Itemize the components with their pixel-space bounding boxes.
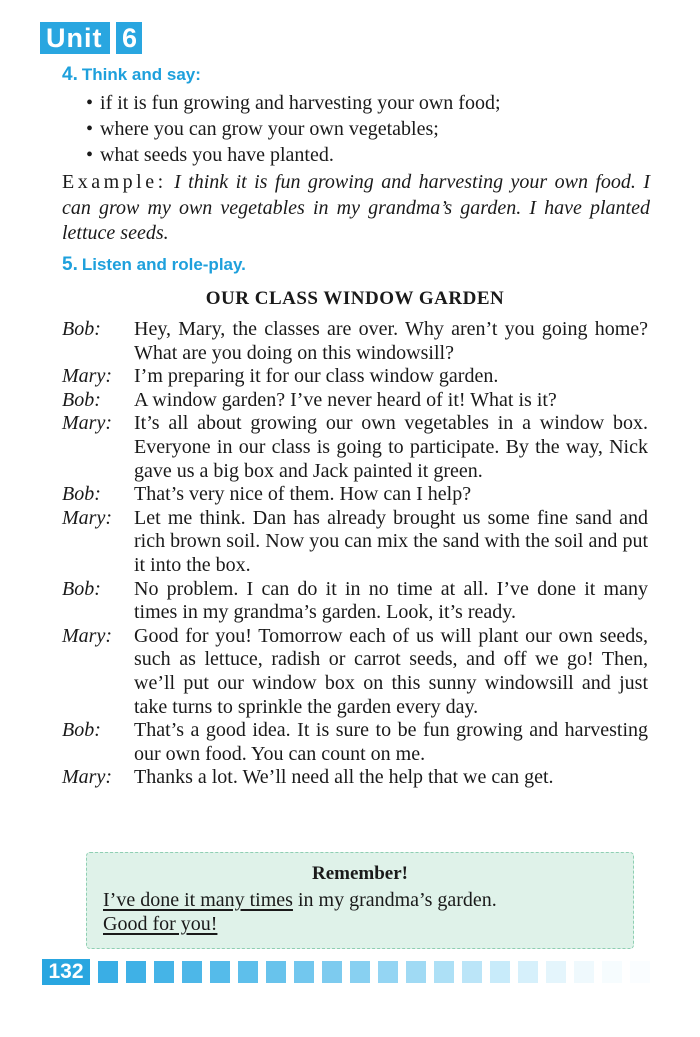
- dialogue-line: Thanks a lot. We’ll need all the help that we can get.: [134, 766, 554, 789]
- decor-square: [462, 961, 482, 983]
- unit-number: 6: [116, 22, 142, 54]
- bullet-item: • what seeds you have planted.: [86, 142, 501, 168]
- dialogue-row: [62, 766, 648, 790]
- unit-word: Unit: [46, 22, 103, 53]
- dialogue-row: [62, 365, 648, 389]
- decor-square: [126, 961, 146, 983]
- decor-square: [210, 961, 230, 983]
- dialogue-line: Let me think. Dan has already brought us some fine sand and rich brown soil. Now you can mix the sand with the soil and put it into the box.: [134, 506, 648, 576]
- speaker-name: Bob:: [62, 388, 101, 411]
- decor-square: [602, 961, 622, 983]
- speaker-name: Mary:: [62, 506, 112, 529]
- dialogue-line: A window garden? I’ve never heard of it! What is it?: [134, 388, 557, 411]
- dialogue-row: [62, 507, 648, 578]
- decor-square: [182, 961, 202, 983]
- speaker-name: Mary:: [62, 412, 112, 435]
- decor-square: [350, 961, 370, 983]
- dialogue-line: Hey, Mary, the classes are over. Why aren’t you going home? What are you doing on this windowsill?: [134, 318, 648, 364]
- task-4-bullet-list: [86, 90, 501, 168]
- decor-square: [490, 961, 510, 983]
- remember-underlined-phrase: Good for you!: [103, 913, 218, 935]
- decor-square: [574, 961, 594, 983]
- dialogue-line: I’m preparing it for our class window garden.: [134, 365, 499, 388]
- task-4-title: Think and say:: [81, 65, 201, 84]
- dialogue-row: [62, 483, 648, 507]
- remember-line-2: [103, 913, 217, 936]
- decor-square: [434, 961, 454, 983]
- decor-square: [546, 961, 566, 983]
- decor-square: [322, 961, 342, 983]
- speaker-name: Bob:: [62, 719, 101, 742]
- dialogue-line: It’s all about growing our own vegetables in a window box. Everyone in our class is going to participate. By the way, Nick gave us a big box and Jack painted it green.: [134, 412, 648, 482]
- unit-label-box: [40, 22, 110, 54]
- page-number: 132: [42, 959, 90, 985]
- speaker-name: Bob:: [62, 577, 101, 600]
- speaker-name: Bob:: [62, 318, 101, 340]
- dialogue-row: [62, 412, 648, 483]
- decor-square: [98, 961, 118, 983]
- decor-square: [154, 961, 174, 983]
- dialogue-row: [62, 625, 648, 719]
- example-label: Example:: [62, 171, 167, 193]
- dialogue-line: That’s very nice of them. How can I help?: [134, 483, 472, 506]
- dialogue-line: No problem. I can do it in no time at all. I’ve done it many times in my grandma’s garden. Look, it’s ready.: [134, 577, 648, 624]
- remember-underlined-phrase: I’ve done it many times: [103, 889, 293, 911]
- decor-square: [406, 961, 426, 983]
- dialogue-row: [62, 719, 648, 766]
- dialogue-line: That’s a good idea. It is sure to be fun growing and harvesting our own food. You can count on me.: [134, 719, 648, 765]
- decor-square: [378, 961, 398, 983]
- bullet-item: • where you can grow your own vegetables;: [86, 116, 501, 142]
- bullet-item: • if it is fun growing and harvesting your own food;: [86, 90, 501, 116]
- example-text: I think it is fun growing and harvesting your own food. I can grow my own vegetables in my grandma’s garden. I have planted lettuce seeds.: [62, 171, 651, 244]
- dialogue-row: [62, 578, 648, 625]
- decor-square: [630, 961, 650, 983]
- dialogue-row: [62, 318, 648, 365]
- dialogue-title: OUR CLASS WINDOW GARDEN: [205, 288, 505, 309]
- dialogue-line: Good for you! Tomorrow each of us will plant our own seeds, such as lettuce, radish or carrot seeds, and off we go! Then, we’ll put our window box on this sunny windowsill and just take turns to sprinkle the garden every day.: [134, 624, 648, 718]
- dialogue: [62, 318, 648, 790]
- task-4-number: 4.: [62, 64, 78, 85]
- speaker-name: Bob:: [62, 483, 101, 506]
- decor-square: [518, 961, 538, 983]
- decorative-squares: [98, 961, 658, 983]
- example-paragraph: [62, 170, 650, 247]
- speaker-name: Mary:: [62, 365, 112, 388]
- speaker-name: Mary:: [62, 624, 112, 647]
- remember-box: [86, 852, 634, 949]
- task-5-heading: [62, 254, 246, 276]
- decor-square: [238, 961, 258, 983]
- decor-square: [294, 961, 314, 983]
- unit-header: [40, 22, 142, 54]
- remember-line-1: [103, 889, 497, 912]
- dialogue-row: [62, 389, 648, 413]
- remember-title: Remember!: [311, 863, 408, 884]
- speaker-name: Mary:: [62, 766, 112, 789]
- task-5-title: Listen and role-play.: [81, 255, 246, 274]
- decor-square: [266, 961, 286, 983]
- task-4-heading: [62, 64, 201, 86]
- remember-line-rest: in my grandma’s garden.: [292, 889, 497, 911]
- task-5-number: 5.: [62, 254, 78, 275]
